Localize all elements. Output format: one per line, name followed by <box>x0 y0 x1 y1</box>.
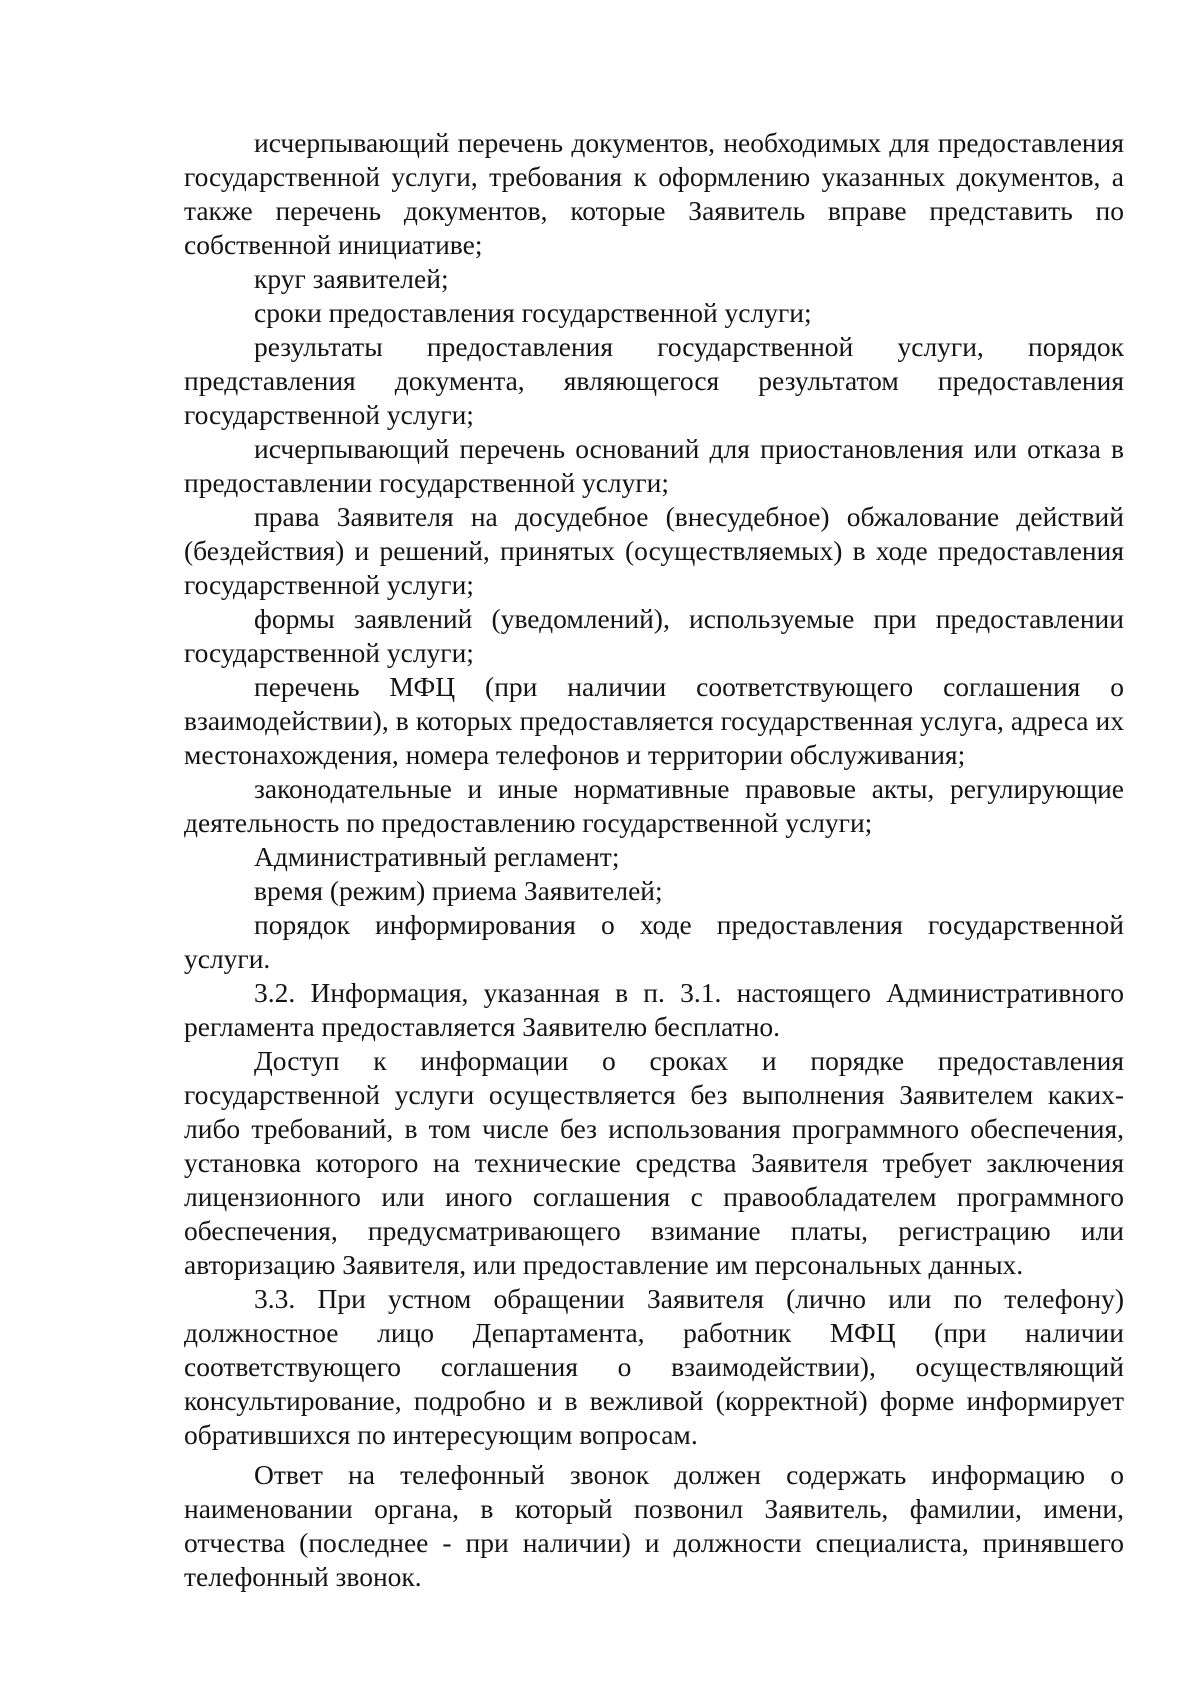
paragraph-reception-hours: время (режим) приема Заявителей; <box>254 875 663 906</box>
paragraph-mfc-list: перечень МФЦ (при наличии соответствующего соглашения о взаимодействии), в которых предоставляется государственная услуга, адреса их местонахождения, номера телефонов и территории обслуживания; <box>184 671 1124 770</box>
paragraph-results: результаты предоставления государственной услуги, порядок представления документа, являющегося результатом предоставления государственной услуги; <box>184 331 1124 430</box>
paragraph-appeal-rights: права Заявителя на досудебное (внесудебное) обжалование действий (бездействия) и решений, принятых (осуществляемых) в ходе предоставления государственной услуги; <box>184 501 1124 600</box>
paragraph-regulation: Административный регламент; <box>254 841 620 872</box>
paragraph-section-3-3: 3.3. При устном обращении Заявителя (лично или по телефону) должностное лицо Департамента, работник МФЦ (при наличии соответствующего соглашения о взаимодействии), осуществляющий консультирование, подробно и в вежливой (корректной) форме информирует обратившихся по интересующим вопросам. <box>184 1283 1124 1450</box>
paragraph-documents-list: исчерпывающий перечень документов, необходимых для предоставления государственной услуги, требования к оформлению указанных документов, а также перечень документов, которые Заявитель вправе представить по собственной инициативе; <box>184 127 1124 260</box>
paragraph-legal-acts: законодательные и иные нормативные правовые акты, регулирующие деятельность по предоставлению государственной услуги; <box>184 773 1124 838</box>
paragraph-applicants: круг заявителей; <box>254 263 449 294</box>
paragraph-application-forms: формы заявлений (уведомлений), используемые при предоставлении государственной услуги; <box>184 603 1124 668</box>
paragraph-deadlines: сроки предоставления государственной услуги; <box>254 297 812 328</box>
paragraph-informing-order: порядок информирования о ходе предоставления государственной услуги. <box>184 909 1124 974</box>
document-page <box>184 126 1124 1594</box>
paragraph-section-3-2: 3.2. Информация, указанная в п. 3.1. настоящего Административного регламента предоставляется Заявителю бесплатно. <box>184 977 1124 1042</box>
paragraph-refusal-grounds: исчерпывающий перечень оснований для приостановления или отказа в предоставлении государственной услуги; <box>184 433 1124 498</box>
paragraph-phone-answer: Ответ на телефонный звонок должен содержать информацию о наименовании органа, в который позвонил Заявитель, фамилии, имени, отчества (последнее - при наличии) и должности специалиста, принявшего телефонный звонок. <box>184 1459 1124 1592</box>
paragraph-free-access: Доступ к информации о сроках и порядке предоставления государственной услуги осуществляется без выполнения Заявителем каких-либо требований, в том числе без использования программного обеспечения, установка которого на технические средства Заявителя требует заключения лицензионного или иного соглашения с правообладателем программного обеспечения, предусматривающего взимание платы, регистрацию или авторизацию Заявителя, или предоставление им персональных данных. <box>184 1045 1124 1280</box>
